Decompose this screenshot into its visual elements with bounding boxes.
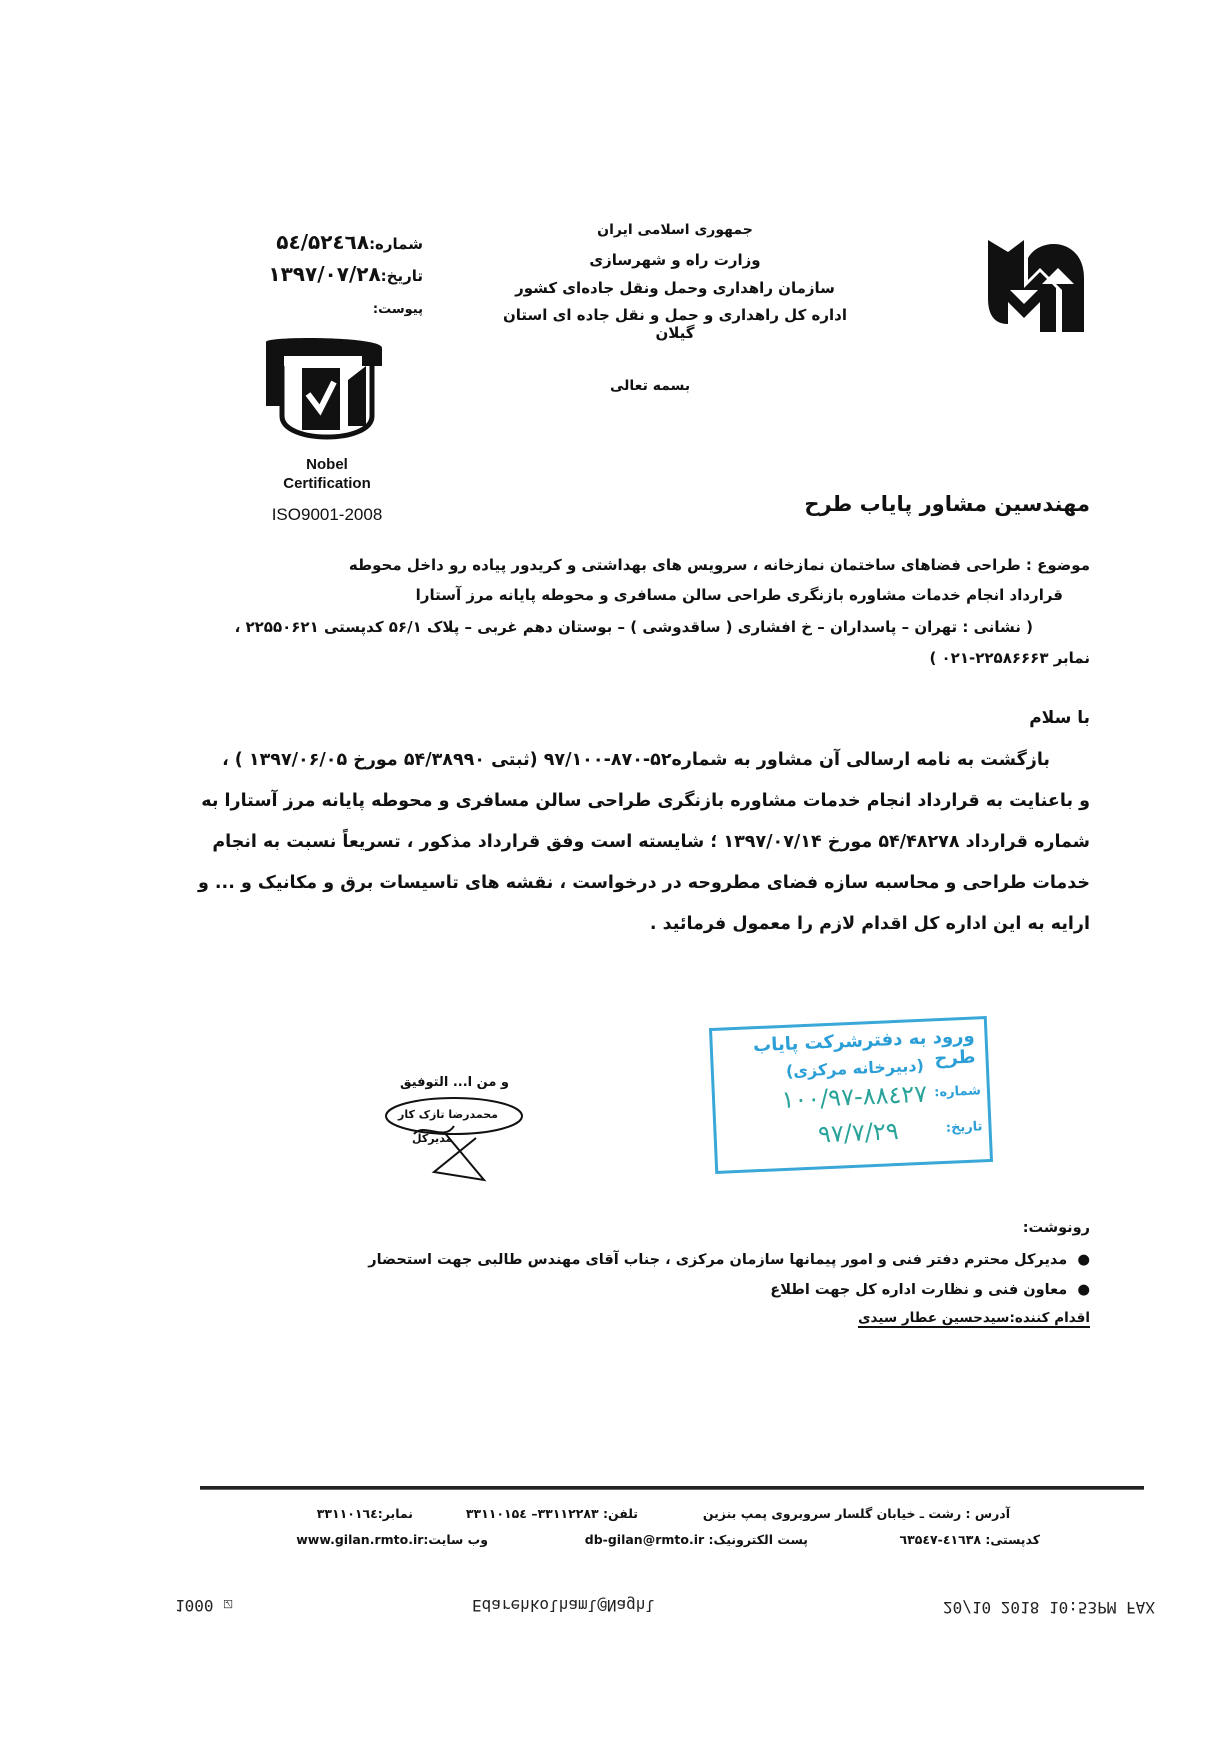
cc-label: رونوشت: — [1022, 1220, 1090, 1236]
certification-logo — [262, 336, 392, 451]
action-officer — [858, 1310, 1090, 1328]
letter-number — [276, 230, 423, 254]
number-label: شماره: — [369, 235, 423, 253]
body-line: و باعنایت به قرارداد انجام خدمات مشاوره بازنگری طراحی سالن مسافری و محوطه پایانه مرز آستارا به — [201, 791, 1090, 811]
footer-postal-code: کدپستی: ٤۱٦۳۸-٦۳۵٤۷ — [899, 1532, 1040, 1547]
footer-phone: تلفن: ۳۳۱۱۲۲۸۳– ۳۳۱۱۰۱۵٤ — [465, 1506, 638, 1521]
recipient-fax: نمابر ۲۲۵۸۶۶۶۳-۰۲۱ ) — [929, 649, 1090, 667]
signature — [384, 1072, 529, 1187]
bullet-icon: ● — [1067, 1252, 1090, 1268]
cc-item — [368, 1252, 1090, 1268]
stamp-number-label: شماره: — [933, 1083, 982, 1101]
organization-logo — [980, 228, 1092, 338]
ministry-name: وزارت راه و شهرسازی — [589, 251, 761, 269]
body-line: شماره قرارداد ۵۴/۴۸۲۷۸ مورخ ۱۳۹۷/۰۷/۱۴ ؛ شایسته است وفق قرارداد مذکور ، تسریعاً نسبت به انجام — [212, 832, 1090, 852]
fax-sender: Edarehkolhaml@Naghl — [472, 1596, 656, 1615]
greeting: با سلام — [1029, 708, 1090, 728]
stamp-date-label: تاریخ: — [945, 1119, 983, 1136]
stamp-title: ورود به دفترشرکت پایاب طرح — [752, 1025, 976, 1070]
invocation: بسمه تعالی — [610, 378, 691, 394]
date-label: تاریخ: — [380, 267, 423, 285]
checkbox-icon: ☑ — [223, 1596, 233, 1615]
stamp-number-value: ۱۰۰/۹۷-۸۸٤۲۷ — [780, 1079, 928, 1115]
country-name: جمهوری اسلامی ایران — [597, 222, 753, 238]
body-line: بازگشت به نامه ارسالی آن مشاور به شماره۵۲-۸۷۰-۹۷/۱۰۰ (ثبتی ۵۴/۳۸۹۹۰ مورخ ۱۳۹۷/۰۶/۰۵ ) ، — [222, 750, 1050, 770]
stamp-subtitle: (دبیرخانه مرکزی) — [785, 1055, 925, 1081]
fax-page-value: 1000 — [175, 1596, 214, 1615]
iso-standard: ISO9001-2008 — [271, 505, 383, 524]
number-value: ۵٤/۵۲٤٦۸ — [276, 230, 370, 254]
organization-name: سازمان راهداری وحمل ونقل جاده‌ای کشور — [515, 279, 835, 297]
footer-address: آدرس : رشت ـ خیابان گلسار سروبروی پمپ بنزین — [702, 1506, 1010, 1521]
letter-date — [268, 262, 423, 286]
attachment-label: پیوست: — [372, 302, 423, 317]
footer-website: وب سایت:www.gilan.rmto.ir — [296, 1532, 488, 1547]
footer-divider — [200, 1486, 1144, 1490]
signatory-title: مدیرکل — [412, 1132, 453, 1145]
contract-line: قرارداد انجام خدمات مشاوره بازنگری طراحی سالن مسافری و محوطه پایانه مرز آستارا — [415, 586, 1063, 604]
body-line: ارایه به این اداره کل اقدام لازم را معمول فرمائید . — [649, 914, 1090, 934]
footer-fax: نمابر:۳۳۱۱۰۱٦٤ — [316, 1506, 413, 1521]
footer-email: پست الکترونیک: db-gilan@rmto.ir — [584, 1532, 808, 1547]
action-name: سیدحسین عطار سیدی — [858, 1310, 1010, 1326]
date-value: ۱۳۹۷/۰۷/۲۸ — [268, 262, 381, 286]
recipient-address: ( نشانی : تهران – پاسداران – خ افشاری ( ساقدوشی ) – بوستان دهم غربی – پلاک ۵۶/۱ کدپستی ۲۲۵۵۰۶۲۱ ، — [234, 618, 1033, 636]
cc-item-text: معاون فنی و نظارت اداره کل جهت اطلاع — [770, 1282, 1068, 1298]
body-line: خدمات طراحی و محاسبه سازه فضای مطروحه در درخواست ، نقشه های تاسیسات برق و مکانیک و ... و — [197, 873, 1090, 893]
recipient: مهندسین مشاور پایاب طرح — [804, 492, 1090, 516]
signatory-name: محمدرضا تازک کار — [398, 1108, 498, 1121]
cc-item-text: مدیرکل محترم دفتر فنی و امور پیمانها سازمان مرکزی ، جناب آقای مهندس طالبی جهت استحضار — [368, 1252, 1068, 1268]
fax-page-number — [175, 1596, 233, 1615]
bullet-icon: ● — [1067, 1282, 1090, 1298]
signature-closing: و من ا... التوفیق — [400, 1075, 510, 1090]
certification-name-line2: Certification — [283, 475, 371, 492]
stamp-date-value: ۹۷/۷/۲۹ — [817, 1116, 900, 1149]
receipt-stamp — [709, 1016, 993, 1174]
fax-timestamp: 20/10 2018 10:53PM FAX — [943, 1598, 1155, 1617]
department-name: اداره کل راهداری و حمل و نقل جاده ای استان گیلان — [502, 306, 847, 342]
certification-name-line1: Nobel — [306, 456, 348, 473]
subject-line: موضوع : طراحی فضاهای ساختمان نمازخانه ، سرویس های بهداشتی و کریدور پیاده رو داخل محوطه — [348, 556, 1090, 574]
cc-item — [770, 1282, 1090, 1298]
action-label: اقدام کننده: — [1009, 1310, 1090, 1326]
